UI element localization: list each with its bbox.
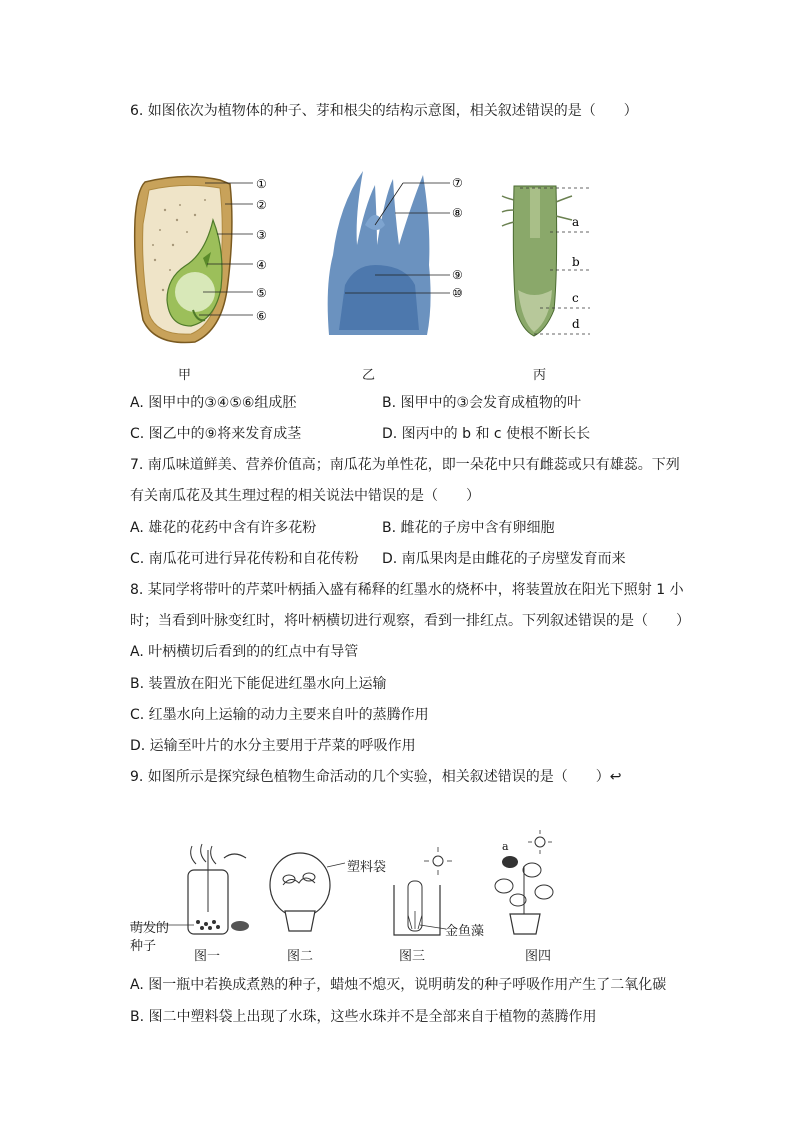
caption-figure-two: 图二 <box>287 949 314 964</box>
q8-option-c[interactable]: C. 红墨水向上运输的动力主要来自叶的蒸腾作用 <box>130 707 429 723</box>
q6-option-c[interactable]: C. 图乙中的⑨将来发育成茎 <box>130 426 302 442</box>
q7-option-a[interactable]: A. 雄花的花药中含有许多花粉 <box>130 520 317 536</box>
label-a-fig4: a <box>502 840 509 853</box>
q7-option-c[interactable]: C. 南瓜花可进行异花传粉和自花传粉 <box>130 551 359 567</box>
label-5: ⑤ <box>256 286 267 300</box>
question-7-stem-line2: 有关南瓜花及其生理过程的相关说法中错误的是（ ） <box>130 488 480 504</box>
label-germinating: 萌发的 <box>130 921 170 936</box>
q6-option-b[interactable]: B. 图甲中的③会发育成植物的叶 <box>382 395 582 411</box>
label-plastic-bag: 塑料袋 <box>347 860 387 875</box>
label-seeds: 种子 <box>130 939 157 954</box>
bud-diagram <box>315 165 485 345</box>
q6-option-d[interactable]: D. 图丙中的 b 和 c 使根不断长长 <box>382 426 591 442</box>
label-7: ⑦ <box>452 176 463 190</box>
label-8: ⑧ <box>452 206 463 220</box>
label-9: ⑨ <box>452 268 463 282</box>
label-1: ① <box>256 177 267 191</box>
caption-yi: 乙 <box>362 368 376 383</box>
q7-option-b[interactable]: B. 雌花的子房中含有卵细胞 <box>382 520 555 536</box>
caption-jia: 甲 <box>178 368 192 383</box>
label-2: ② <box>256 198 267 212</box>
label-10: ⑩ <box>452 286 463 300</box>
root-tip-diagram <box>500 180 600 340</box>
question-6-stem: 6. 如图依次为植物体的种子、芽和根尖的结构示意图，相关叙述错误的是（ ） <box>130 103 638 119</box>
q9-option-b[interactable]: B. 图二中塑料袋上出现了水珠，这些水珠并不是全部来自于植物的蒸腾作用 <box>130 1009 597 1025</box>
label-c: c <box>572 291 579 305</box>
question-7-stem-line1: 7. 南瓜味道鲜美、营养价值高；南瓜花为单性花，即一朵花中只有雌蕊或只有雄蕊。下列 <box>130 457 680 473</box>
q8-option-d[interactable]: D. 运输至叶片的水分主要用于芹菜的呼吸作用 <box>130 738 416 754</box>
label-d: d <box>572 317 580 331</box>
seed-diagram <box>125 170 295 350</box>
label-a: a <box>572 215 580 229</box>
q6-option-a[interactable]: A. 图甲中的③④⑤⑥组成胚 <box>130 395 297 411</box>
caption-figure-four: 图四 <box>525 949 552 964</box>
label-b: b <box>572 255 580 269</box>
q9-option-a[interactable]: A. 图一瓶中若换成煮熟的种子，蜡烛不熄灭，说明萌发的种子呼吸作用产生了二氧化碳 <box>130 977 667 993</box>
caption-figure-three: 图三 <box>399 949 426 964</box>
q8-option-b[interactable]: B. 装置放在阳光下能促进红墨水向上运输 <box>130 676 387 692</box>
caption-figure-one: 图一 <box>194 949 221 964</box>
caption-bing: 丙 <box>533 368 547 383</box>
q8-option-a[interactable]: A. 叶柄横切后看到的的红点中有导管 <box>130 644 359 660</box>
label-6: ⑥ <box>256 309 267 323</box>
question-8-stem-line2: 时；当看到叶脉变红时，将叶柄横切进行观察，看到一排红点。下列叙述错误的是（ ） <box>130 613 690 629</box>
q7-option-d[interactable]: D. 南瓜果肉是由雌花的子房壁发育而来 <box>382 551 626 567</box>
label-hornwort: 金鱼藻 <box>445 924 485 939</box>
question-9-stem: 9. 如图所示是探究绿色植物生命活动的几个实验，相关叙述错误的是（ ）↩ <box>130 769 622 785</box>
label-4: ④ <box>256 258 267 272</box>
question-8-stem-line1: 8. 某同学将带叶的芹菜叶柄插入盛有稀释的红墨水的烧杯中，将装置放在阳光下照射 1 小 <box>130 582 684 598</box>
label-3: ③ <box>256 228 267 242</box>
experiment-figure-four <box>488 830 568 940</box>
